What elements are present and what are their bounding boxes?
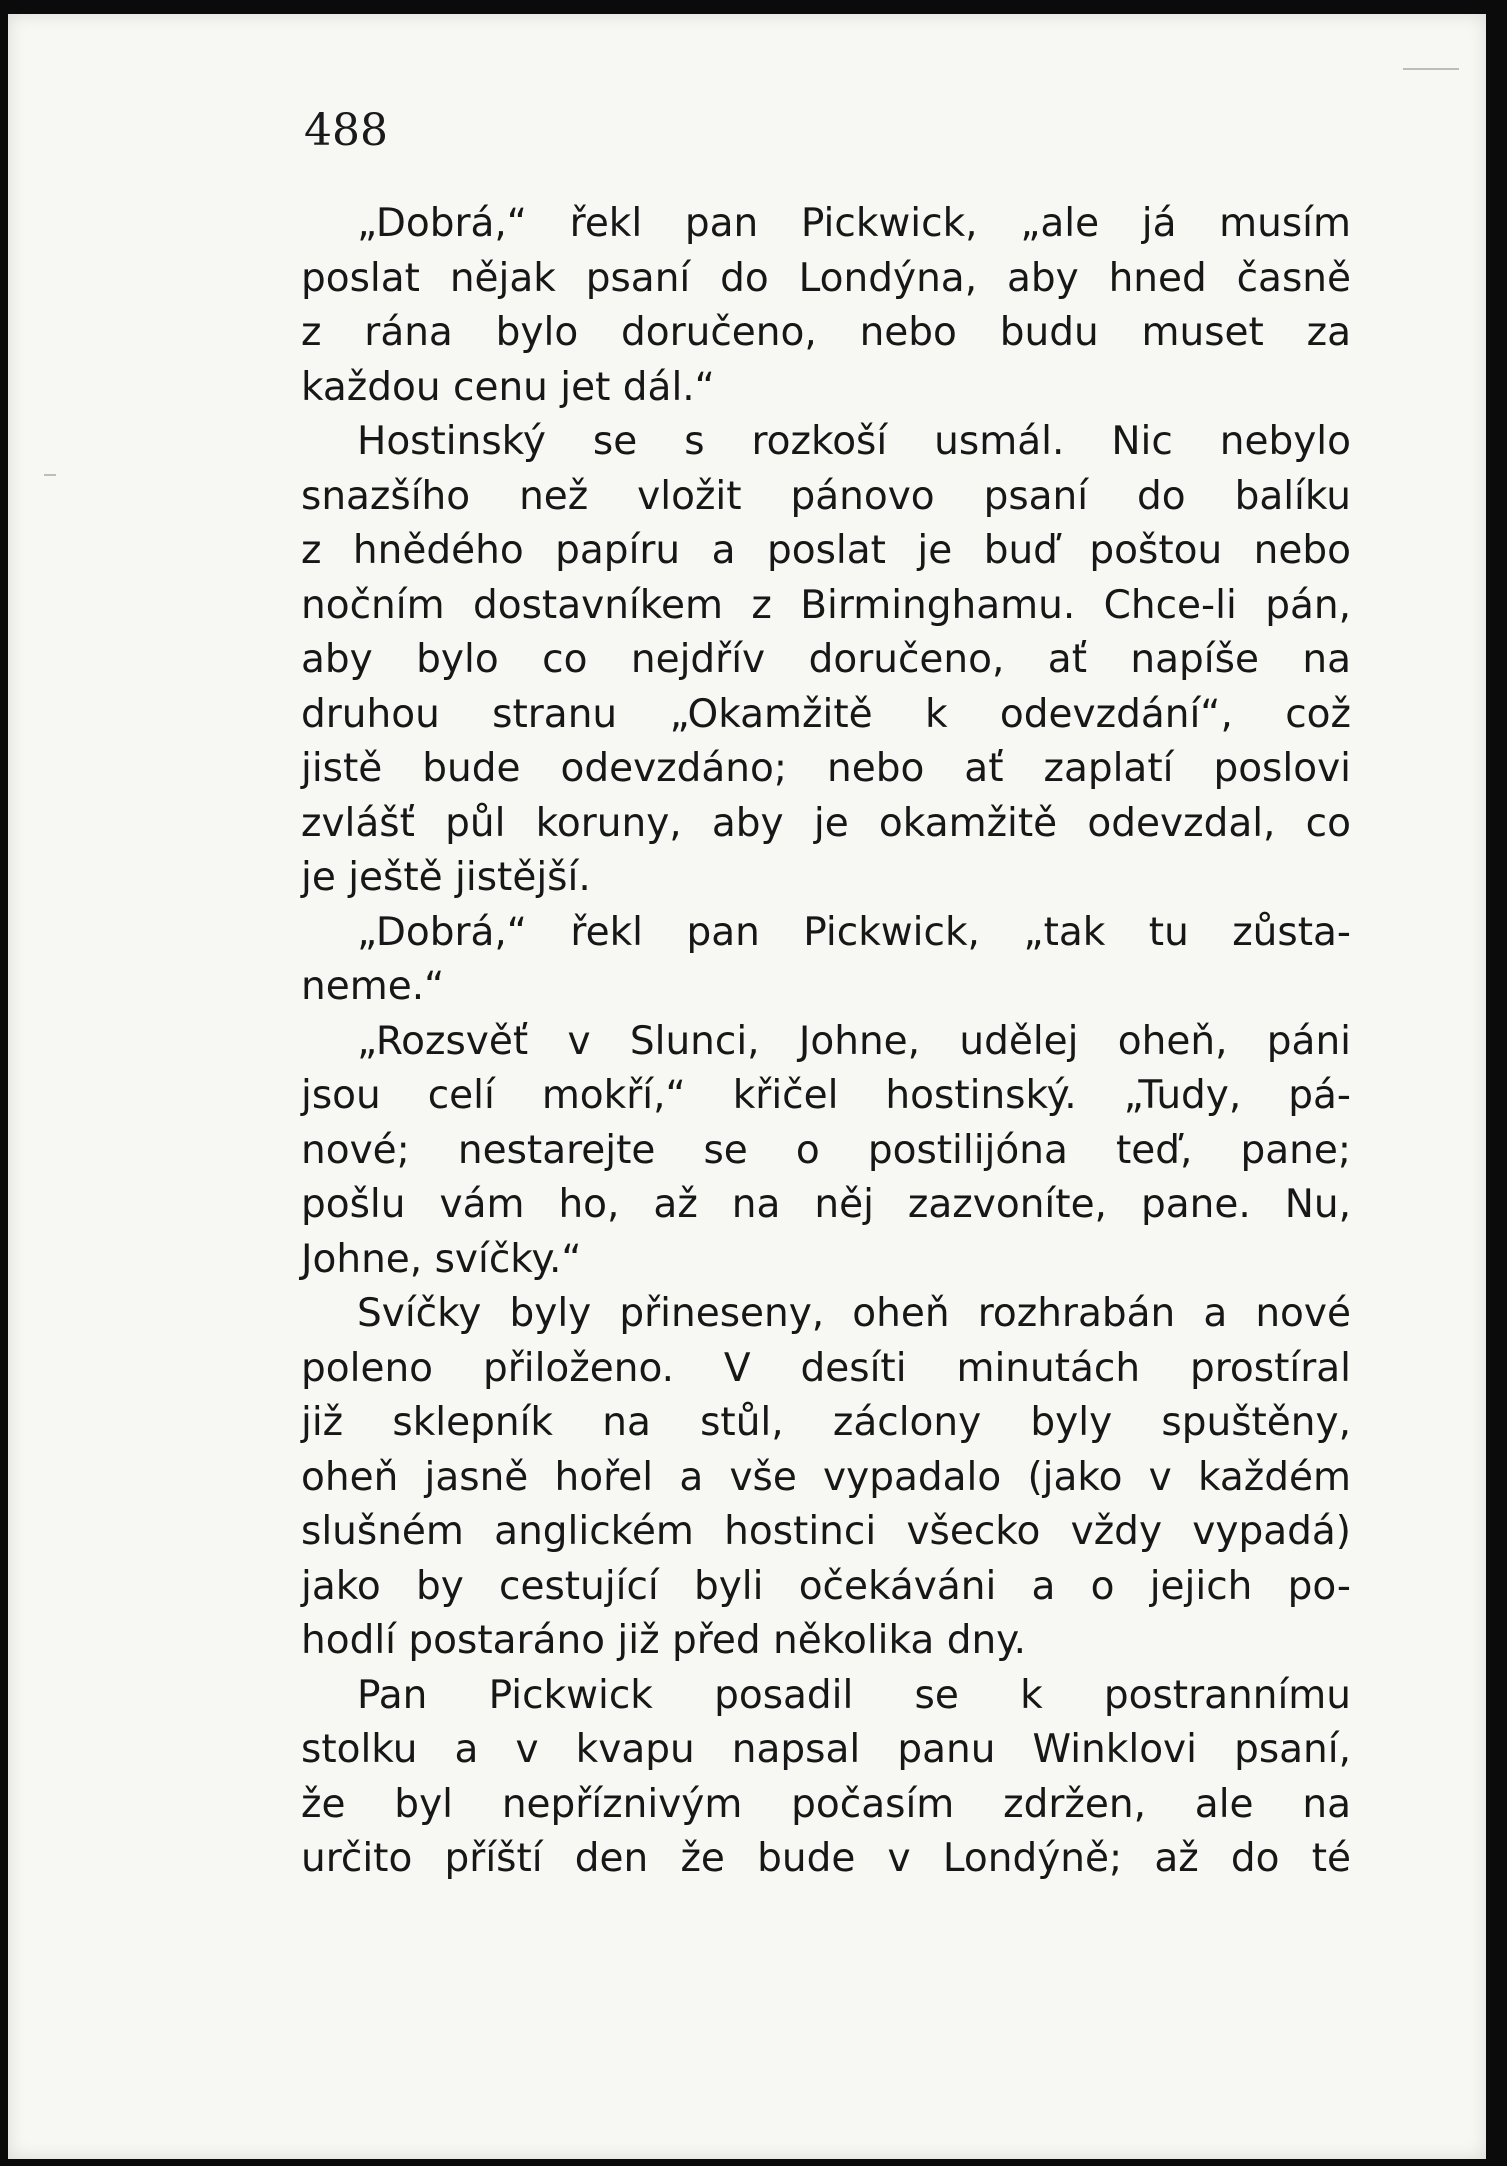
text-line: hodlí postaráno již před několika dny. bbox=[301, 1618, 1027, 1663]
text-line: „Dobrá,“ řekl pan Pickwick, „tak tu zůsta- bbox=[357, 909, 1351, 955]
text-line: Pan Pickwick posadil se k postrannímu bbox=[357, 1672, 1351, 1718]
text-line: z rána bylo doručeno, nebo budu muset za bbox=[301, 310, 1351, 355]
text-line: „Rozsvěť v Slunci, Johne, udělej oheň, páni bbox=[357, 1018, 1351, 1064]
text-line: pošlu vám ho, až na něj zazvoníte, pane. Nu, bbox=[301, 1182, 1351, 1227]
margin-mark bbox=[44, 474, 56, 476]
text-line: každou cenu jet dál.“ bbox=[301, 364, 715, 410]
margin-mark bbox=[1403, 68, 1459, 70]
text-line: že byl nepříznivým počasím zdržen, ale na bbox=[301, 1781, 1351, 1827]
text-line: jsou celí mokří,“ křičel hostinský. „Tudy, pá- bbox=[301, 1073, 1351, 1118]
text-line: jistě bude odevzdáno; nebo ať zaplatí poslovi bbox=[301, 746, 1351, 791]
text-line: slušném anglickém hostinci všecko vždy vypadá) bbox=[301, 1509, 1351, 1554]
text-line: oheň jasně hořel a vše vypadalo (jako v každém bbox=[301, 1454, 1351, 1500]
text-line: „Dobrá,“ řekl pan Pickwick, „ale já musím bbox=[357, 201, 1351, 246]
text-line: Svíčky byly přineseny, oheň rozhrabán a nové bbox=[357, 1291, 1351, 1336]
text-line: je ještě jistější. bbox=[301, 855, 591, 900]
page-number: 488 bbox=[304, 105, 388, 156]
body-text bbox=[301, 197, 1351, 1887]
text-line: druhou stranu „Okamžitě k odevzdání“, což bbox=[301, 691, 1351, 737]
text-line: jako by cestující byli očekáváni a o jejich po- bbox=[301, 1563, 1351, 1609]
book-page bbox=[8, 14, 1486, 2159]
text-line: Johne, svíčky.“ bbox=[301, 1236, 582, 1282]
text-line: poleno přiloženo. V desíti minutách prostíral bbox=[301, 1345, 1351, 1391]
text-line: Hostinský se s rozkoší usmál. Nic nebylo bbox=[357, 419, 1351, 464]
text-line: stolku a v kvapu napsal panu Winklovi psaní, bbox=[301, 1727, 1351, 1772]
text-line: neme.“ bbox=[301, 964, 445, 1009]
text-line: poslat nějak psaní do Londýna, aby hned časně bbox=[301, 255, 1351, 301]
text-line: již sklepník na stůl, záclony byly spuštěny, bbox=[301, 1400, 1351, 1445]
text-line: určito příští den že bude v Londýně; až do té bbox=[301, 1836, 1351, 1881]
text-line: nočním dostavníkem z Birminghamu. Chce-li pán, bbox=[301, 582, 1351, 628]
text-line: snazšího než vložit pánovo psaní do balíku bbox=[301, 473, 1351, 519]
text-line: zvlášť půl koruny, aby je okamžitě odevzdal, co bbox=[301, 800, 1351, 846]
text-line: z hnědého papíru a poslat je buď poštou nebo bbox=[301, 528, 1351, 573]
text-line: aby bylo co nejdřív doručeno, ať napíše na bbox=[301, 637, 1351, 682]
text-line: nové; nestarejte se o postilijóna teď, pane; bbox=[301, 1127, 1351, 1173]
